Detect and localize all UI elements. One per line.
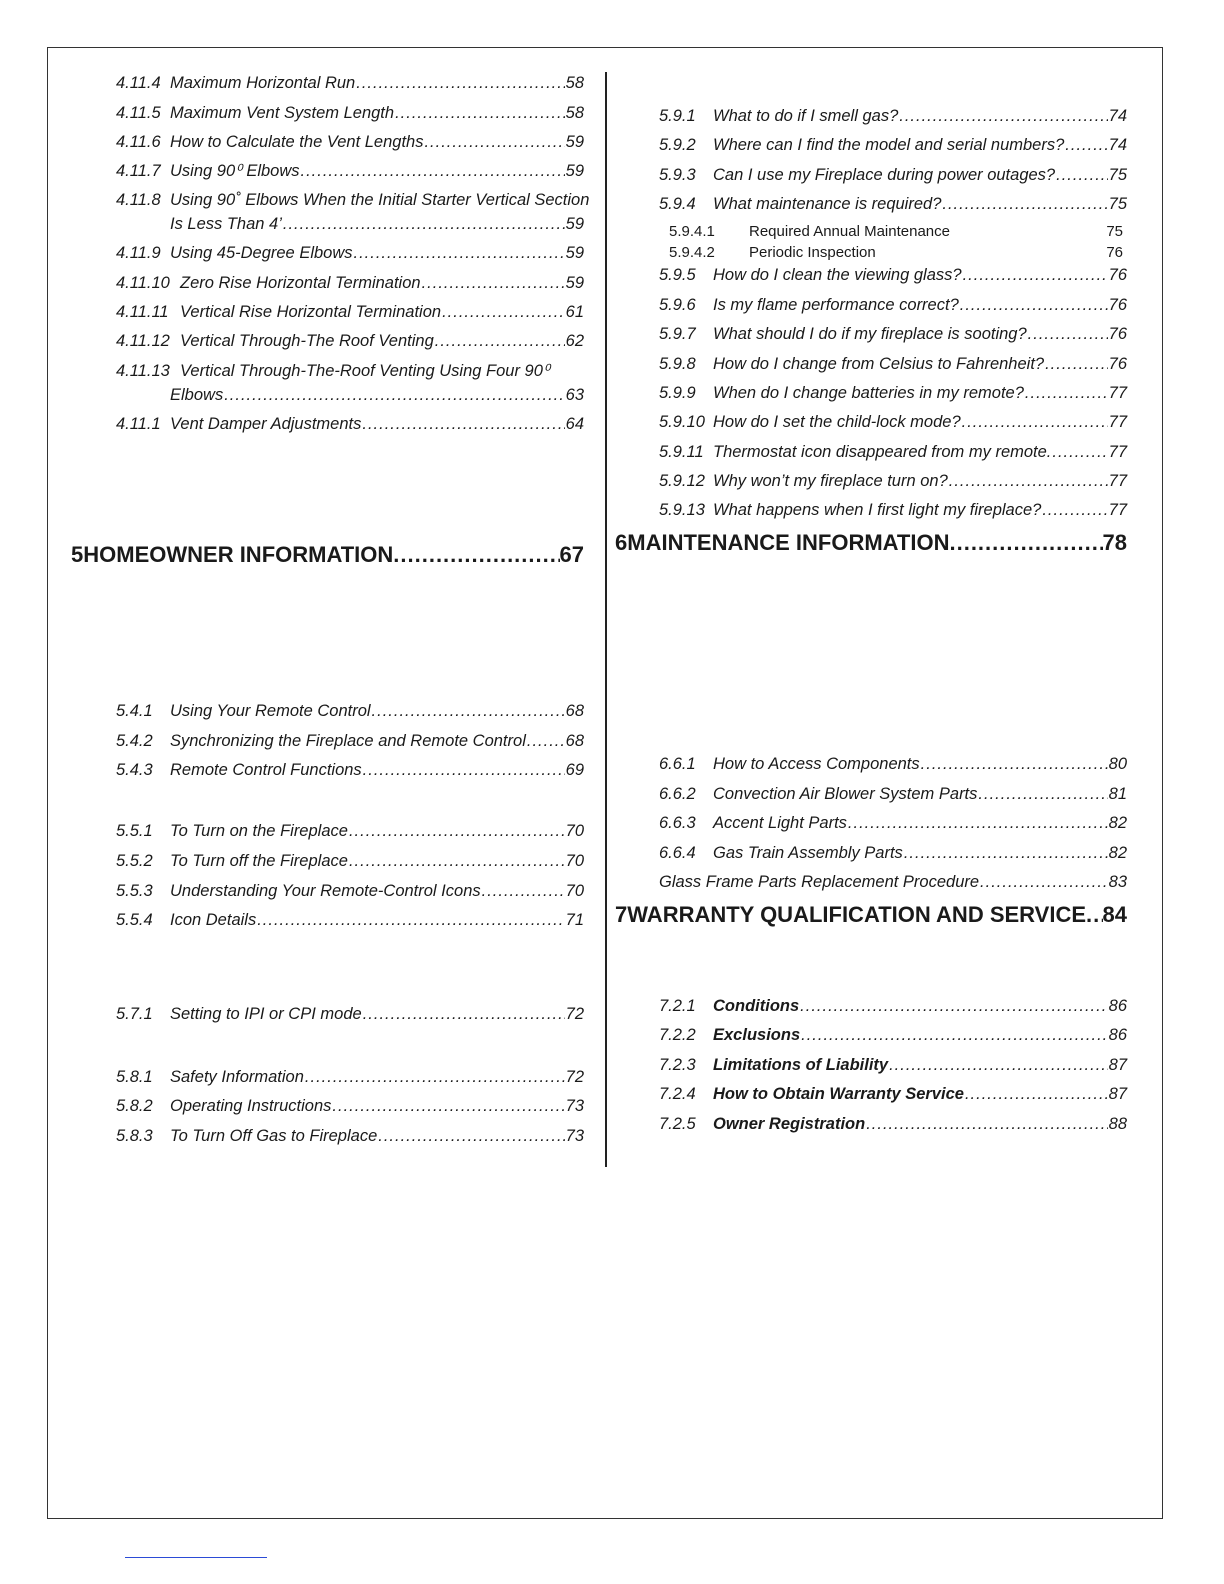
toc-entry-4-11-13-line1[interactable] [116, 361, 584, 381]
toc-title: Using 90˚ Elbows When the Initial Starter Vertical Section [170, 191, 590, 209]
toc-page: 73 [565, 1127, 584, 1145]
toc-entry-5-5-2[interactable] [116, 851, 584, 871]
section-page: 78 [1102, 530, 1127, 555]
leader-dots [800, 996, 1107, 1016]
toc-page: 86 [1108, 1026, 1127, 1044]
leader-dots [257, 910, 564, 930]
toc-entry-5-8-1[interactable] [116, 1067, 584, 1087]
toc-number: 5.4.1 [116, 702, 153, 720]
leader-dots [378, 1126, 564, 1146]
toc-title: Glass Frame Parts Replacement Procedure [659, 873, 980, 891]
toc-page: 74 [1108, 136, 1127, 154]
toc-title: Vent Damper Adjustments [170, 415, 362, 433]
section-number: 5 [71, 542, 84, 567]
toc-entry-6-6-3[interactable] [659, 813, 1127, 833]
leader-dots [422, 273, 565, 293]
toc-page: 59 [565, 133, 584, 151]
toc-page: 58 [565, 74, 584, 92]
toc-title: Vertical Through-The Roof Venting [180, 332, 434, 350]
leader-dots [1052, 442, 1107, 462]
toc-title: Is my flame performance correct? [713, 296, 959, 314]
toc-number: 4.11.9 [116, 244, 161, 262]
leader-dots [904, 843, 1108, 863]
toc-page: 81 [1108, 785, 1127, 803]
toc-entry-5-8-2[interactable] [116, 1096, 584, 1116]
toc-entry-4-11-10[interactable] [116, 273, 584, 293]
toc-page: 71 [565, 911, 584, 929]
toc-page: 82 [1108, 814, 1127, 832]
toc-title: How do I set the child-lock mode? [713, 413, 961, 431]
toc-page: 69 [565, 761, 584, 779]
leader-dots [356, 73, 564, 93]
leader-dots [305, 1067, 565, 1087]
toc-number: 5.9.8 [659, 355, 696, 373]
toc-page: 62 [565, 332, 584, 350]
toc-page: 76 [1108, 266, 1127, 284]
toc-page: 59 [565, 215, 584, 233]
toc-title: What to do if I smell gas? [713, 107, 899, 125]
section-title: WARRANTY QUALIFICATION AND SERVICE [627, 902, 1087, 927]
toc-entry-4-11-4[interactable] [116, 73, 584, 93]
toc-title: Vertical Rise Horizontal Termination [180, 303, 442, 321]
toc-entry-5-9-9[interactable] [659, 383, 1127, 403]
toc-entry-5-7-1[interactable] [116, 1004, 584, 1024]
toc-number: 4.11.12 [116, 332, 170, 350]
toc-entry-5-9-13[interactable] [659, 500, 1127, 520]
toc-entry-6-6-4[interactable] [659, 843, 1127, 863]
toc-number: 5.9.2 [659, 136, 696, 154]
section-title: HOMEOWNER INFORMATION [83, 542, 394, 567]
leader-dots [1086, 901, 1103, 929]
toc-title: How do I change from Celsius to Fahrenheit? [713, 355, 1045, 373]
leader-dots [283, 214, 565, 234]
leader-dots [1025, 383, 1108, 403]
toc-number: 7.2.3 [659, 1056, 696, 1074]
toc-page: 75 [1108, 166, 1127, 184]
toc-page: 77 [1108, 384, 1127, 402]
toc-page: 72 [565, 1068, 584, 1086]
toc-entry-4-11-8-line2[interactable] [170, 214, 584, 234]
toc-number: 5.9.4.2 [669, 244, 715, 261]
toc-page: 87 [1108, 1056, 1127, 1074]
toc-number: 5.8.2 [116, 1097, 153, 1115]
toc-page: 75 [1108, 195, 1127, 213]
toc-number: 5.9.6 [659, 296, 696, 314]
toc-entry-5-4-1[interactable] [116, 701, 584, 721]
leader-dots [363, 1004, 565, 1024]
toc-number: 4.11.8 [116, 191, 161, 209]
leader-dots [899, 106, 1107, 126]
leader-dots [960, 295, 1108, 315]
toc-number: 5.9.4 [659, 195, 696, 213]
toc-title: Accent Light Parts [713, 814, 847, 832]
toc-page: 58 [565, 104, 584, 122]
leader-dots [349, 851, 565, 871]
leader-dots [1028, 324, 1108, 344]
toc-entry-5-9-10[interactable] [659, 412, 1127, 432]
toc-entry-4-11-1[interactable] [116, 414, 584, 434]
toc-entry-6-6-1[interactable] [659, 754, 1127, 774]
toc-section-7[interactable] [615, 901, 1127, 929]
leader-dots [965, 1084, 1108, 1104]
toc-page: 86 [1108, 997, 1127, 1015]
toc-page: 68 [565, 732, 584, 750]
toc-title: How do I clean the viewing glass? [713, 266, 962, 284]
toc-entry-4-11-11[interactable] [116, 302, 584, 322]
toc-title: Limitations of Liability [713, 1056, 889, 1074]
toc-page: 75 [1106, 223, 1123, 240]
toc-entry-5-9-6[interactable] [659, 295, 1127, 315]
toc-title: Can I use my Fireplace during power outages? [713, 166, 1056, 184]
toc-page: 77 [1108, 413, 1127, 431]
toc-title: Synchronizing the Fireplace and Remote Control [170, 732, 526, 750]
toc-page: 63 [565, 386, 584, 404]
toc-entry-5-9-4[interactable] [659, 194, 1127, 214]
toc-entry-7-2-1[interactable] [659, 996, 1127, 1016]
toc-title: Why won’t my fireplace turn on? [713, 472, 948, 490]
toc-number: 5.9.12 [659, 472, 705, 490]
toc-title: Gas Train Assembly Parts [713, 844, 903, 862]
toc-number: 5.8.1 [116, 1068, 153, 1086]
leader-dots [301, 161, 565, 181]
toc-page: 82 [1108, 844, 1127, 862]
toc-number: 5.9.7 [659, 325, 696, 343]
leader-dots [801, 1025, 1108, 1045]
toc-entry-5-8-3[interactable] [116, 1126, 584, 1146]
toc-number: 4.11.13 [116, 362, 170, 380]
toc-title: Operating Instructions [170, 1097, 332, 1115]
toc-entry-glass-frame[interactable] [659, 872, 1127, 892]
section-page: 84 [1102, 902, 1127, 927]
toc-page: 70 [565, 822, 584, 840]
toc-title: How to Calculate the Vent Lengths [170, 133, 424, 151]
toc-title: What maintenance is required? [713, 195, 942, 213]
toc-title-continued: Is Less Than 4’ [170, 215, 282, 233]
leader-dots [963, 265, 1108, 285]
toc-entry-5-9-2[interactable] [659, 135, 1127, 155]
toc-entry-5-9-4-2[interactable] [669, 243, 1123, 263]
section-page: 67 [559, 542, 584, 567]
toc-page: 87 [1108, 1085, 1127, 1103]
toc-number: 5.8.3 [116, 1127, 153, 1145]
leader-dots [372, 701, 565, 721]
toc-page: 88 [1108, 1115, 1127, 1133]
leader-dots [1065, 135, 1107, 155]
toc-number: 5.9.1 [659, 107, 696, 125]
leader-dots [980, 872, 1108, 892]
toc-title: To Turn off the Fireplace [170, 852, 348, 870]
toc-page: 72 [565, 1005, 584, 1023]
leader-dots [866, 1114, 1107, 1134]
toc-title: Zero Rise Horizontal Termination [180, 274, 421, 292]
toc-entry-7-2-5[interactable] [659, 1114, 1127, 1134]
toc-number: 5.9.10 [659, 413, 705, 431]
toc-number: 5.9.11 [659, 443, 704, 461]
toc-entry-5-9-7[interactable] [659, 324, 1127, 344]
leader-dots [942, 194, 1107, 214]
toc-title: Understanding Your Remote-Control Icons [170, 882, 481, 900]
toc-number: 6.6.3 [659, 814, 696, 832]
toc-entry-4-11-12[interactable] [116, 331, 584, 351]
toc-number: 5.4.3 [116, 761, 153, 779]
toc-entry-4-11-7[interactable] [116, 161, 584, 181]
toc-entry-7-2-4[interactable] [659, 1084, 1127, 1104]
toc-number: 5.9.4.1 [669, 223, 715, 240]
toc-title: How to Access Components [713, 755, 920, 773]
toc-number: 5.9.3 [659, 166, 696, 184]
toc-page: 76 [1108, 325, 1127, 343]
leader-dots [224, 385, 564, 405]
toc-number: 4.11.5 [116, 104, 161, 122]
leader-dots [889, 1055, 1108, 1075]
toc-number: 5.5.2 [116, 852, 153, 870]
toc-number: 5.4.2 [116, 732, 153, 750]
footer-link-underline [125, 1557, 267, 1558]
toc-number: 4.11.10 [116, 274, 170, 292]
toc-page: 59 [565, 162, 584, 180]
toc-entry-7-2-2[interactable] [659, 1025, 1127, 1045]
toc-number: 5.5.1 [116, 822, 153, 840]
leader-dots [332, 1096, 564, 1116]
toc-number: 7.2.2 [659, 1026, 696, 1044]
toc-section-6[interactable] [615, 529, 1127, 557]
leader-dots [1042, 500, 1107, 520]
toc-page: 77 [1108, 443, 1127, 461]
toc-page: 68 [565, 702, 584, 720]
toc-page: 74 [1108, 107, 1127, 125]
toc-number: 5.5.4 [116, 911, 153, 929]
toc-title: Icon Details [170, 911, 257, 929]
toc-title: Convection Air Blower System Parts [713, 785, 978, 803]
toc-number: 7.2.5 [659, 1115, 696, 1133]
toc-title: Using Your Remote Control [170, 702, 371, 720]
leader-dots [921, 754, 1108, 774]
toc-number: 5.7.1 [116, 1005, 153, 1023]
leader-dots [1045, 354, 1108, 374]
toc-entry-5-5-4[interactable] [116, 910, 584, 930]
toc-title: Using 90⁰ Elbows [170, 162, 300, 180]
toc-entry-5-9-8[interactable] [659, 354, 1127, 374]
toc-entry-5-9-4-1[interactable] [669, 222, 1123, 242]
toc-title: When do I change batteries in my remote? [713, 384, 1024, 402]
toc-title: Conditions [713, 997, 800, 1015]
toc-entry-5-9-3[interactable] [659, 165, 1127, 185]
leader-dots [527, 731, 565, 751]
toc-page: 61 [565, 303, 584, 321]
toc-number: 5.5.3 [116, 882, 153, 900]
toc-page: 70 [565, 852, 584, 870]
toc-number: 4.11.4 [116, 74, 161, 92]
toc-title: Using 45-Degree Elbows [170, 244, 353, 262]
toc-number: 6.6.2 [659, 785, 696, 803]
toc-page: 76 [1106, 244, 1123, 261]
toc-page: 77 [1108, 501, 1127, 519]
leader-dots [482, 881, 565, 901]
toc-entry-5-9-1[interactable] [659, 106, 1127, 126]
leader-dots [354, 243, 565, 263]
leader-dots [949, 529, 1102, 557]
toc-number: 4.11.11 [116, 303, 169, 321]
toc-page: 83 [1108, 873, 1127, 891]
toc-page: 64 [565, 415, 584, 433]
toc-title: Maximum Horizontal Run [170, 74, 356, 92]
leader-dots [949, 471, 1108, 491]
toc-title: Thermostat icon disappeared from my remote. [713, 443, 1052, 461]
toc-entry-5-5-3[interactable] [116, 881, 584, 901]
toc-page: 76 [1108, 296, 1127, 314]
leader-dots [978, 784, 1107, 804]
toc-title: Maximum Vent System Length [170, 104, 395, 122]
toc-entry-5-9-5[interactable] [659, 265, 1127, 285]
column-divider [605, 72, 607, 1167]
toc-number: 6.6.4 [659, 844, 696, 862]
toc-number: 4.11.1 [116, 415, 161, 433]
toc-number: 5.9.5 [659, 266, 696, 284]
toc-title: Periodic Inspection [749, 244, 876, 261]
toc-page: 80 [1108, 755, 1127, 773]
toc-entry-6-6-2[interactable] [659, 784, 1127, 804]
toc-page: 59 [565, 244, 584, 262]
toc-title: How to Obtain Warranty Service [713, 1085, 964, 1103]
toc-page: 59 [565, 274, 584, 292]
toc-entry-5-4-2[interactable] [116, 731, 584, 751]
toc-title: Safety Information [170, 1068, 304, 1086]
leader-dots [349, 821, 565, 841]
toc-entry-4-11-8-line1[interactable] [116, 190, 590, 210]
toc-title-continued: Elbows [170, 386, 224, 404]
section-number: 6 [615, 530, 628, 555]
toc-number: 5.9.13 [659, 501, 705, 519]
toc-entry-5-9-12[interactable] [659, 471, 1127, 491]
toc-number: 7.2.4 [659, 1085, 696, 1103]
toc-page: 70 [565, 882, 584, 900]
toc-title: Remote Control Functions [170, 761, 362, 779]
toc-page: 76 [1108, 355, 1127, 373]
leader-dots [435, 331, 565, 351]
toc-title: Where can I find the model and serial numbers? [713, 136, 1065, 154]
toc-title: Owner Registration [713, 1115, 866, 1133]
toc-title: What happens when I first light my fireplace? [713, 501, 1042, 519]
toc-entry-5-4-3[interactable] [116, 760, 584, 780]
toc-entry-4-11-5[interactable] [116, 103, 584, 123]
leader-dots [362, 414, 564, 434]
section-title: MAINTENANCE INFORMATION [627, 530, 950, 555]
toc-section-5[interactable] [71, 541, 584, 569]
leader-dots [1056, 165, 1108, 185]
toc-entry-4-11-13-line2[interactable] [170, 385, 584, 405]
toc-number: 7.2.1 [659, 997, 696, 1015]
toc-number: 4.11.7 [116, 162, 161, 180]
toc-title: Setting to IPI or CPI mode [170, 1005, 362, 1023]
leader-dots [424, 132, 564, 152]
leader-dots [395, 103, 565, 123]
section-number: 7 [615, 902, 628, 927]
toc-entry-7-2-3[interactable] [659, 1055, 1127, 1075]
toc-number: 6.6.1 [659, 755, 696, 773]
leader-dots [363, 760, 565, 780]
toc-number: 5.9.9 [659, 384, 696, 402]
leader-dots [442, 302, 565, 322]
toc-entry-4-11-6[interactable] [116, 132, 584, 152]
toc-title: Exclusions [713, 1026, 801, 1044]
toc-entry-4-11-9[interactable] [116, 243, 584, 263]
toc-title: Required Annual Maintenance [749, 223, 950, 240]
toc-title: To Turn on the Fireplace [170, 822, 348, 840]
toc-number: 4.11.6 [116, 133, 161, 151]
leader-dots [848, 813, 1108, 833]
toc-title: What should I do if my fireplace is sooting? [713, 325, 1027, 343]
toc-page: 77 [1108, 472, 1127, 490]
toc-page: 73 [565, 1097, 584, 1115]
leader-dots [962, 412, 1108, 432]
toc-title: To Turn Off Gas to Fireplace [170, 1127, 378, 1145]
toc-entry-5-9-11[interactable] [659, 442, 1127, 462]
toc-title: Vertical Through-The-Roof Venting Using Four 90⁰ [180, 362, 550, 380]
toc-entry-5-5-1[interactable] [116, 821, 584, 841]
leader-dots [393, 541, 559, 569]
